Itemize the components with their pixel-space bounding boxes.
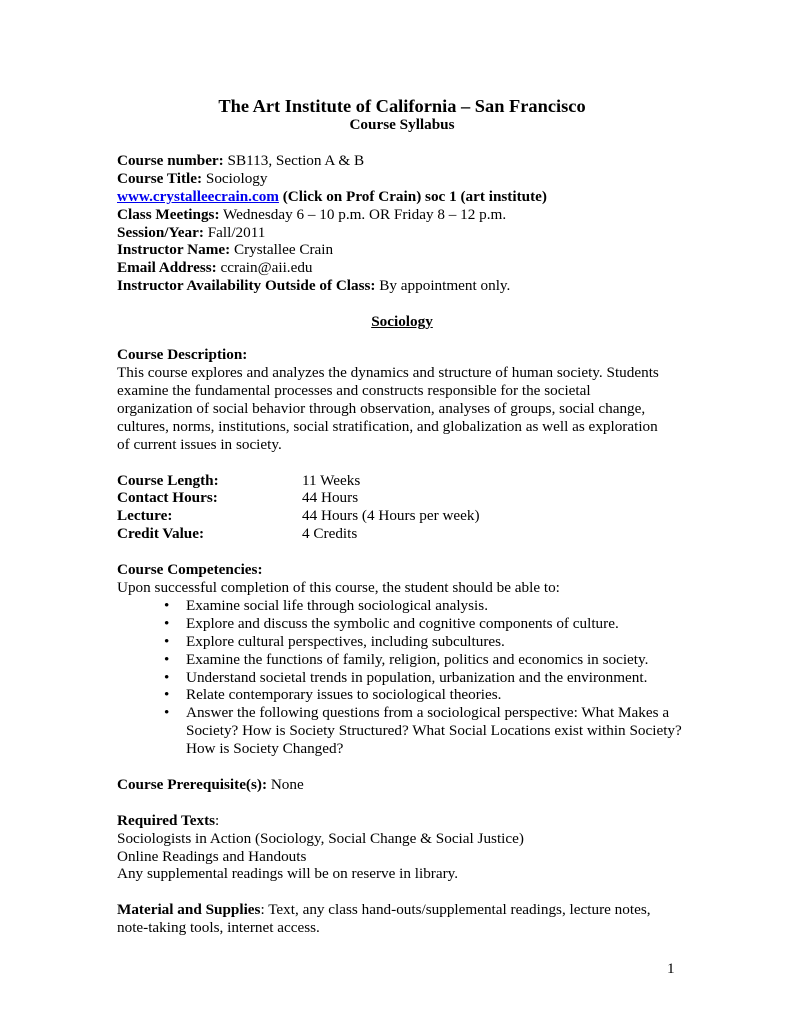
credit-value [117,525,687,543]
list-item: • Understand societal trends in population, urbanization and the environment. [186,669,682,687]
website-link[interactable]: www.crystalleecrain.com [117,187,279,205]
materials-value: : Text, any class hand-outs/supplemental readings, lecture notes, note-taking tools, internet access. [117,901,651,937]
course-competencies [117,561,687,758]
description-line: examine the fundamental processes and constructs responsible for the societal [117,382,591,400]
class-meetings-label: Class Meetings: [117,205,220,223]
prerequisites-value: None [267,775,304,793]
lecture-hours-value: 44 Hours (4 Hours per week) [302,507,480,525]
required-text-line: Sociologists in Action (Sociology, Social Change & Social Justice) [117,829,524,847]
course-number-label: Course number: [117,151,224,169]
class-meetings-value: Wednesday 6 – 10 p.m. OR Friday 8 – 12 p.m. [219,205,507,223]
contact-hours-label: Contact Hours: [117,489,218,507]
description-line: cultures, norms, institutions, social stratification, and globalization as well as exploration [117,417,658,435]
competencies-label: Course Competencies: [117,561,263,579]
course-description-label: Course Description: [117,346,248,364]
document-title: The Art Institute of California – San Francisco [218,96,586,116]
competencies-intro: Upon successful completion of this course, the student should be able to: [117,579,560,596]
course-length [117,472,687,490]
materials-label: Material and Supplies [117,901,261,919]
credit-value-value: 4 Credits [302,525,358,543]
email-address [117,259,687,277]
instructor-name-value: Crystallee Crain [230,241,334,259]
list-item: • Examine social life through sociological analysis. [186,597,682,615]
material-and-supplies [117,901,682,937]
competencies-list [117,597,687,758]
list-item: • Explore cultural perspectives, including subcultures. [186,633,682,651]
instructor-availability-value: By appointment only. [375,277,511,295]
course-length-value: 11 Weeks [302,471,361,489]
contact-hours-value: 44 Hours [302,489,359,507]
course-length-label: Course Length: [117,471,219,489]
course-number-value: SB113, Section A & B [223,151,365,169]
list-item: • Examine the functions of family, religion, politics and economics in society. [186,651,682,669]
class-meetings [117,206,687,224]
required-texts-label: Required Texts [117,811,216,829]
email-address-label: Email Address: [117,259,217,277]
list-item: • Relate contemporary issues to sociological theories. [186,686,682,704]
course-info [117,152,687,295]
description-line: organization of social behavior through observation, analyses of groups, social change, [117,399,646,417]
instructor-name [117,241,687,259]
document-subtitle: Course Syllabus [349,116,455,133]
email-address-value: ccrain@aii.edu [216,259,313,277]
lecture-hours [117,507,687,525]
session-year-value: Fall/2011 [203,223,266,241]
required-texts: Required Texts: Sociologists in Action (Sociology, Social Change & Social Justice) Online Readings and Handouts Any supplemental readings will be on reserve in library. [117,812,687,884]
contact-hours [117,489,687,507]
lecture-hours-label: Lecture: [117,507,173,525]
session-year [117,224,687,242]
website-line [117,188,687,206]
course-details [117,472,687,544]
description-line: This course explores and analyzes the dynamics and structure of human society. Students [117,364,659,382]
course-prerequisites [117,776,687,794]
description-line: of current issues in society. [117,435,282,453]
list-item: • Explore and discuss the symbolic and cognitive components of culture. [186,615,682,633]
page-number: 1 [667,960,675,977]
credit-value-label: Credit Value: [117,525,205,543]
prerequisites-label: Course Prerequisite(s): [117,775,268,793]
section-heading: Sociology [371,313,433,331]
session-year-label: Session/Year: [117,223,204,241]
instructor-name-label: Instructor Name: [117,241,231,259]
course-number [117,152,687,170]
instructor-availability [117,277,687,295]
list-item: • Answer the following questions from a sociological perspective: What Makes a Society? How is Society Structured? What Social Locations exist within Society? How is Society Changed? [186,704,682,758]
website-note: (Click on Prof Crain) soc 1 (art institute) [278,187,547,205]
instructor-availability-label: Instructor Availability Outside of Class: [117,277,376,295]
course-title-label: Course Title: [117,169,203,187]
course-title [117,170,687,188]
syllabus-page [117,96,687,937]
course-title-value: Sociology [202,169,268,187]
required-text-line: Any supplemental readings will be on reserve in library. [117,865,459,883]
required-text-line: Online Readings and Handouts [117,847,307,865]
course-description [117,346,687,453]
